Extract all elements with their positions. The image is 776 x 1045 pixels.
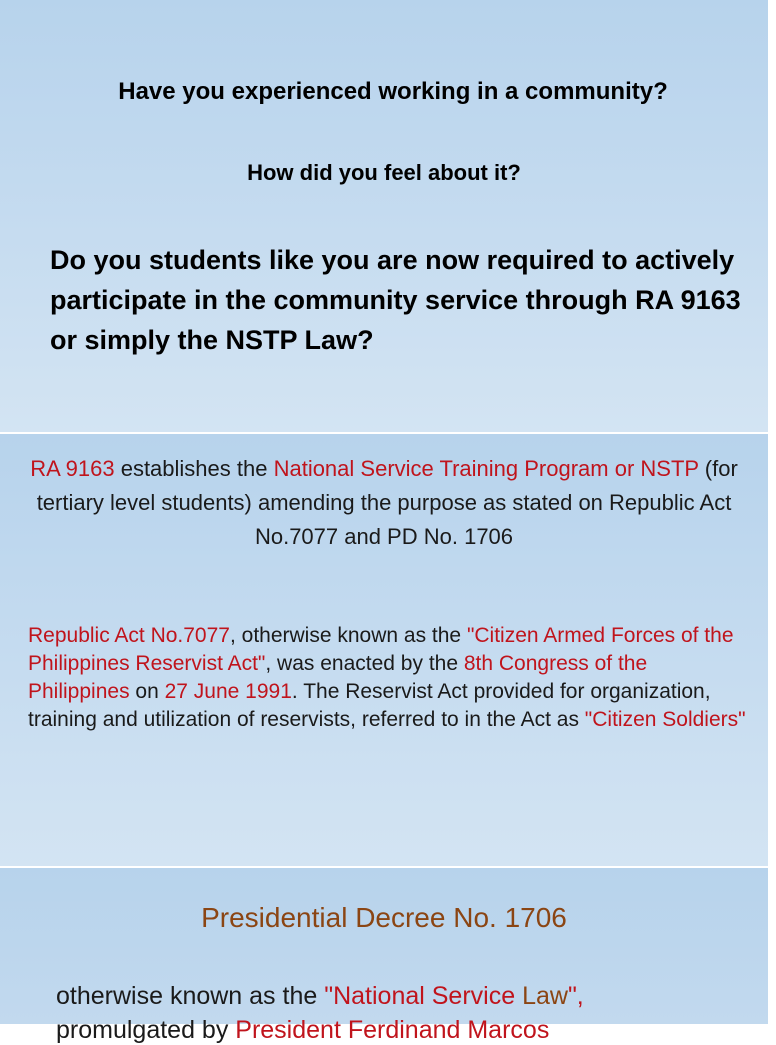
paragraph-ra-7077 xyxy=(28,622,748,734)
text-segment: on xyxy=(129,680,165,703)
question-nstp-requirement: Do you students like you are now required to actively participate in the community service through RA 9163 or simply the NSTP Law? xyxy=(50,245,741,355)
text-segment: otherwise known as the xyxy=(56,982,325,1010)
question-feelings: How did you feel about it? xyxy=(247,160,521,185)
pd-description-line1 xyxy=(56,982,776,1011)
slide-ra-9163 xyxy=(0,434,768,866)
ra-7077-term: Republic Act No.7077 xyxy=(28,624,230,647)
national-service-term: "National Service xyxy=(324,982,523,1010)
president-name: President Ferdinand Marcos xyxy=(235,1016,550,1044)
paragraph-ra-9163 xyxy=(20,452,748,554)
citizen-soldiers-term: "Citizen Soldiers" xyxy=(584,708,746,731)
text-segment: establishes the xyxy=(114,456,274,481)
text-segment: promulgated by xyxy=(56,1016,236,1044)
text-segment: . The Reservist Act provided for organization, training and utilization of reservists, referred to in the Act as xyxy=(28,680,711,731)
congress-term: 8th Congress of the Philippines xyxy=(28,652,648,703)
law-term: Law xyxy=(522,982,568,1010)
text-segment: , was enacted by the xyxy=(265,652,464,675)
pd-1706-title: Presidential Decree No. 1706 xyxy=(201,902,567,933)
slide-pd-1706 xyxy=(0,868,768,1044)
nstp-term: National Service Training Program or NSTP xyxy=(273,456,699,481)
reservist-act-name: "Citizen Armed Forces of the Philippines Reservist Act" xyxy=(28,624,734,675)
text-segment: , otherwise known as the xyxy=(229,624,467,647)
text-segment: (for tertiary level students) amending the purpose as stated on Republic Act No.7077 and PD No. 1706 xyxy=(36,456,738,549)
quote-close: ", xyxy=(567,982,584,1010)
pd-description-line2 xyxy=(56,1016,776,1045)
ra-9163-term: RA 9163 xyxy=(30,456,115,481)
enactment-date: 27 June 1991 xyxy=(164,680,292,703)
question-community-experience: Have you experienced working in a community? xyxy=(118,78,668,105)
slide-questions xyxy=(0,0,768,432)
